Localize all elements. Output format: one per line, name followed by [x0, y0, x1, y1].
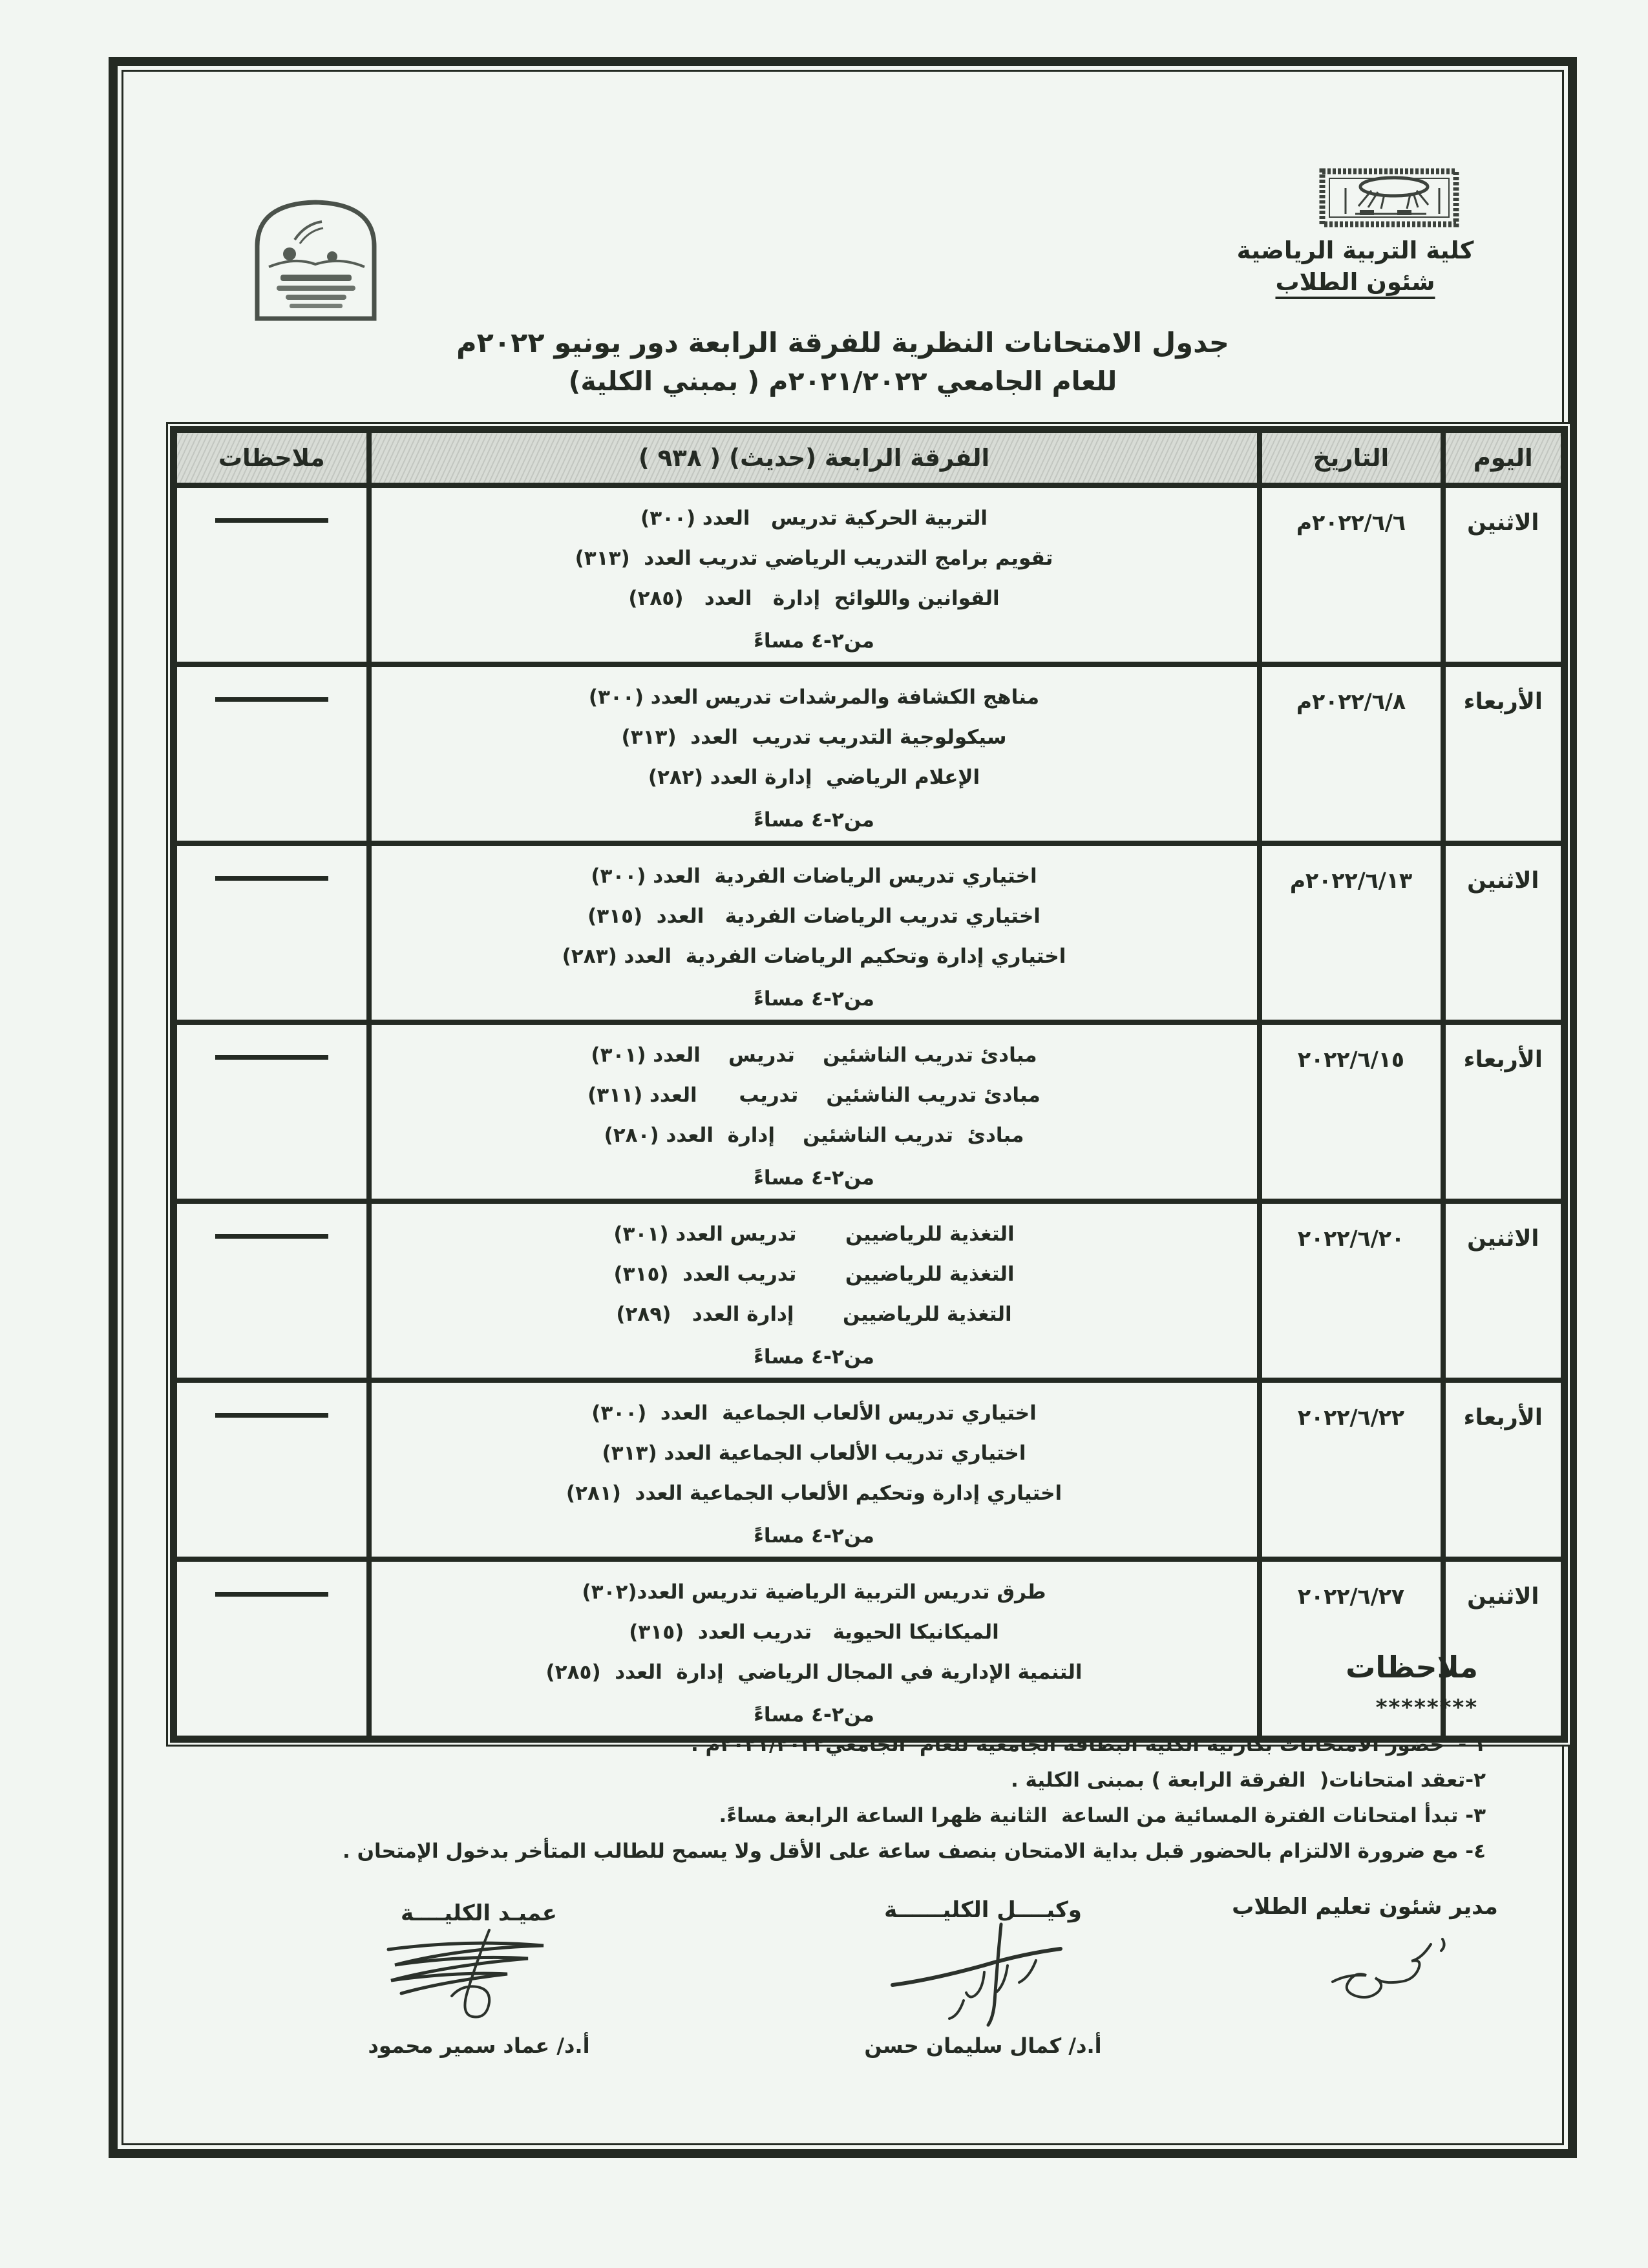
exam-schedule-table: [170, 426, 1568, 1743]
date-cell: ٢٠٢٢/٦/١٣م: [1260, 843, 1443, 1022]
exam-time: من٢-٤ مساءً: [754, 1166, 874, 1190]
exam-line: التنمية الإدارية في المجال الرياضي إدارة العدد (٢٨٥): [545, 1660, 1083, 1684]
exam-time: من٢-٤ مساءً: [754, 1703, 874, 1727]
notes-stars: ********: [1375, 1695, 1478, 1721]
title-line-1: جدول الامتحانات النظرية للفرقة الرابعة دور يونيو ٢٠٢٢م: [456, 327, 1229, 359]
day-cell: الاثنين: [1443, 1201, 1565, 1380]
notes-dash-line: [215, 518, 328, 523]
col-header-day: اليوم: [1443, 430, 1565, 485]
notes-cell: [174, 1022, 369, 1201]
signature-name: أ.د/ عماد سمير محمود: [368, 2033, 590, 2058]
signature-scribble-icon: [1268, 1920, 1462, 2010]
exams-cell: [369, 843, 1260, 1022]
table-row: [174, 1201, 1565, 1380]
day-cell: الأربعاء: [1443, 1380, 1565, 1559]
signature-scribble-icon: [363, 1926, 595, 2030]
exam-time: من٢-٤ مساءً: [754, 808, 874, 832]
notes-dash-line: [215, 1413, 328, 1418]
document-title: [123, 327, 1562, 397]
exam-line: سيكولوجية التدريب تدريب العدد (٣١٣): [621, 725, 1007, 749]
notes-cell: [174, 843, 369, 1022]
exam-line: مبادئ تدريب الناشئين تدريس العدد (٣٠١): [591, 1043, 1037, 1067]
notes-cell: [174, 1559, 369, 1739]
exams-cell: [369, 485, 1260, 664]
exam-time: من٢-٤ مساءً: [754, 987, 874, 1011]
signature-block-student-affairs-director: [1229, 1894, 1501, 2010]
table-row: [174, 843, 1565, 1022]
exam-line: اختياري تدريب الألعاب الجماعية العدد (٣١٣): [602, 1441, 1026, 1465]
exam-line: اختياري إدارة وتحكيم الألعاب الجماعية العدد (٢٨١): [565, 1481, 1062, 1505]
exam-line: التغذية للرياضيين إدارة العدد (٢٨٩): [616, 1302, 1012, 1326]
date-cell: ٢٠٢٢/٦/٢٧: [1260, 1559, 1443, 1739]
date-cell: ٢٠٢٢/٦/٨م: [1260, 664, 1443, 843]
table-row: [174, 485, 1565, 664]
signature-title: عميـد الكليــــة: [400, 1900, 558, 1926]
faculty-seal-icon: [249, 194, 382, 324]
note-item: ٤- مع ضرورة الالتزام بالحضور قبل بداية الامتحان بنصف ساعة على الأقل ولا يسمح للطالب المتأخر بدخول الإمتحان .: [343, 1840, 1486, 1863]
exam-line: الإعلام الرياضي إدارة العدد (٢٨٢): [648, 765, 980, 789]
exams-cell: [369, 1201, 1260, 1380]
page-border-frame: [109, 57, 1577, 2158]
org-header: [1220, 236, 1491, 296]
exams-cell: [369, 1559, 1260, 1739]
day-cell: الاثنين: [1443, 843, 1565, 1022]
exam-line: مناهج الكشافة والمرشدات تدريس العدد (٣٠٠): [588, 685, 1040, 709]
exam-line: الميكانيكا الحيوية تدريب العدد (٣١٥): [629, 1620, 999, 1644]
notes-dash-line: [215, 876, 328, 881]
note-item: ٢-تعقد امتحانات( الفرقة الرابعة ) بمبنى الكلية .: [1010, 1769, 1486, 1792]
university-stamp-icon: [1320, 169, 1459, 227]
exam-line: تقويم برامج التدريب الرياضي تدريب العدد (٣١٣): [575, 546, 1053, 570]
signature-block-dean: [324, 1900, 634, 2058]
exam-line: التغذية للرياضيين تدريس العدد (٣٠١): [613, 1222, 1015, 1246]
notes-cell: [174, 485, 369, 664]
date-cell: ٢٠٢٢/٦/١٥: [1260, 1022, 1443, 1201]
exams-cell: [369, 1380, 1260, 1559]
exam-time: من٢-٤ مساءً: [754, 629, 874, 653]
signature-title: مدير شئون تعليم الطلاب: [1232, 1894, 1498, 1920]
notes-dash-line: [215, 1234, 328, 1239]
table-header-row: [174, 430, 1565, 485]
day-cell: الاثنين: [1443, 1559, 1565, 1739]
department-name: شئون الطلاب: [1275, 268, 1435, 296]
exams-cell: [369, 1022, 1260, 1201]
faculty-name: كلية التربية الرياضية: [1236, 236, 1474, 264]
notes-cell: [174, 664, 369, 843]
exam-line: طرق تدريس التربية الرياضية تدريس العدد(٣٠٢): [582, 1580, 1046, 1604]
table-row: [174, 1559, 1565, 1739]
notes-cell: [174, 1201, 369, 1380]
notes-dash-line: [215, 1055, 328, 1060]
exam-line: اختياري تدريب الرياضات الفردية العدد (٣١٥): [587, 904, 1041, 928]
signature-block-vice-dean: [828, 1897, 1138, 2058]
notes-dash-line: [215, 1592, 328, 1597]
notes-heading: ملاحظات: [1346, 1650, 1478, 1685]
col-header-notes: ملاحظات: [174, 430, 369, 485]
exam-time: من٢-٤ مساءً: [754, 1524, 874, 1548]
date-cell: ٢٠٢٢/٦/٢٠: [1260, 1201, 1443, 1380]
table-row: [174, 1380, 1565, 1559]
exam-time: من٢-٤ مساءً: [754, 1345, 874, 1369]
title-line-2: للعام الجامعي ٢٠٢١/٢٠٢٢م ( بمبني الكلية): [568, 366, 1117, 397]
note-item: ٣- تبدأ امتحانات الفترة المسائية من الساعة الثانية ظهرا الساعة الرابعة مساءً.: [719, 1804, 1486, 1827]
date-cell: ٢٠٢٢/٦/٢٢: [1260, 1380, 1443, 1559]
exam-line: القوانين واللوائح إدارة العدد (٢٨٥): [628, 586, 1000, 610]
exam-line: اختياري تدريس الرياضات الفردية العدد (٣٠٠): [591, 864, 1037, 888]
notes-list: [290, 1727, 1486, 1869]
day-cell: الاثنين: [1443, 485, 1565, 664]
col-header-group: الفرقة الرابعة (حديث) ( ٩٣٨ ): [369, 430, 1260, 485]
exam-line: التغذية للرياضيين تدريب العدد (٣١٥): [613, 1262, 1015, 1286]
table-row: [174, 1022, 1565, 1201]
signature-title: وكيــــل الكليــــــة: [884, 1897, 1082, 1923]
exams-cell: [369, 664, 1260, 843]
signature-scribble-icon: [867, 1923, 1099, 2030]
day-cell: الأربعاء: [1443, 1022, 1565, 1201]
notes-cell: [174, 1380, 369, 1559]
note-item: ١ - حضور الامتحانات بكارنيه الكلية البطاقة الجامعية للعام الجامعي٢٠٢١/٢٠٢٢م .: [690, 1733, 1486, 1756]
exam-line: مبادئ تدريب الناشئين تدريب العدد (٣١١): [587, 1083, 1041, 1107]
exam-line: التربية الحركية تدريس العدد (٣٠٠): [640, 506, 988, 530]
notes-dash-line: [215, 697, 328, 702]
date-cell: ٢٠٢٢/٦/٦م: [1260, 485, 1443, 664]
signature-name: أ.د/ كمال سليمان حسن: [864, 2033, 1102, 2058]
day-cell: الأربعاء: [1443, 664, 1565, 843]
exam-line: مبادئ تدريب الناشئين إدارة العدد (٢٨٠): [604, 1123, 1024, 1147]
exam-line: اختياري إدارة وتحكيم الرياضات الفردية العدد (٢٨٣): [562, 944, 1066, 968]
col-header-date: التاريخ: [1260, 430, 1443, 485]
exam-line: اختياري تدريس الألعاب الجماعية العدد (٣٠٠): [591, 1401, 1037, 1425]
table-row: [174, 664, 1565, 843]
